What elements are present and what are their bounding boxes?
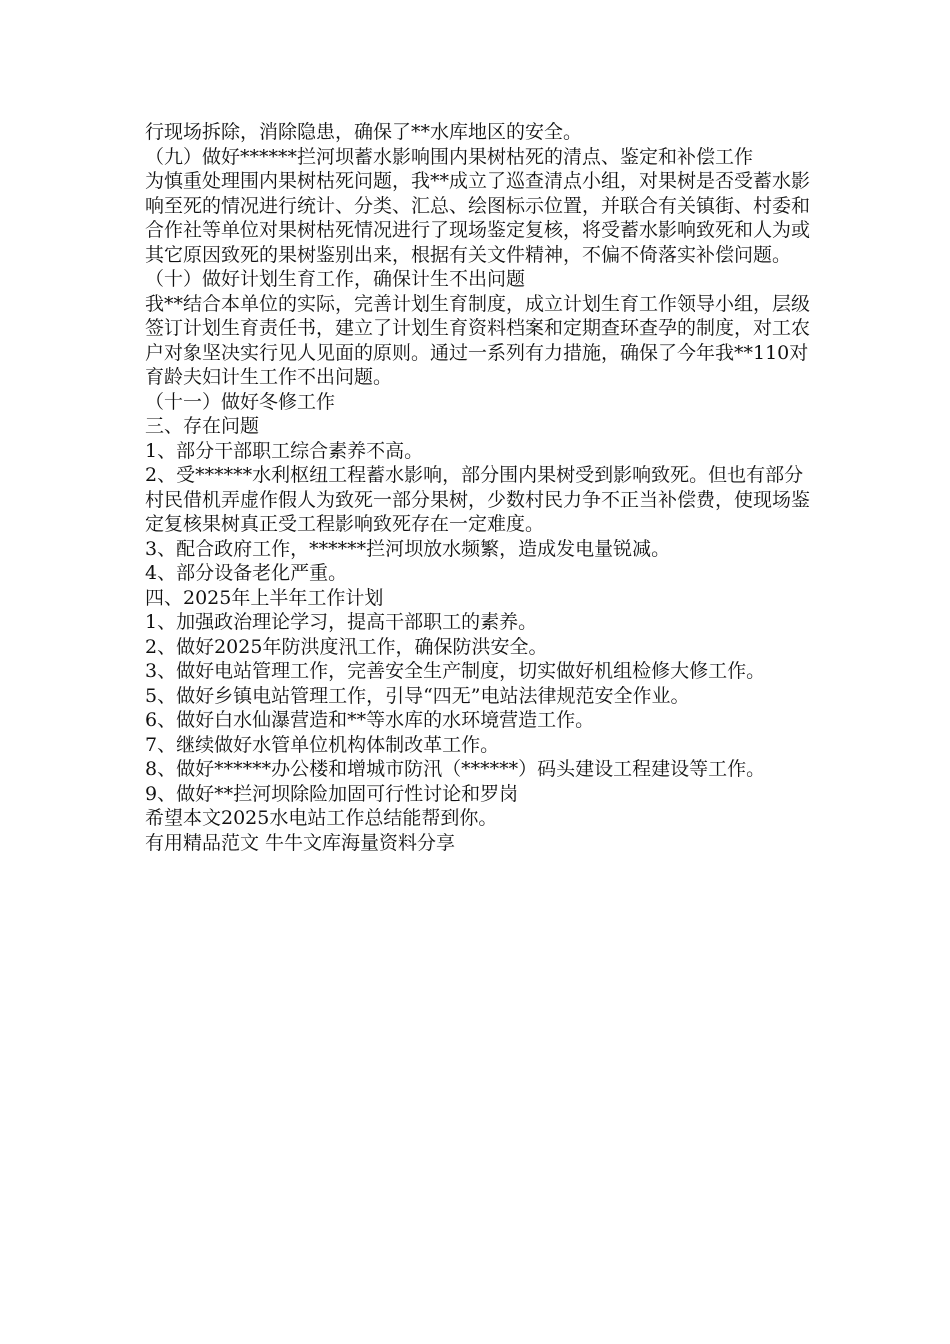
closing-note: 希望本文2025水电站工作总结能帮到你。 xyxy=(145,807,498,829)
list-item: 2、做好2025年防洪度汛工作，确保防洪安全。 xyxy=(145,635,548,658)
section-heading-9: （九）做好******拦河坝蓄水影响围内果树枯死的清点、鉴定和补偿工作 xyxy=(145,145,754,168)
document-body xyxy=(145,120,810,855)
list-item: 4、部分设备老化严重。 xyxy=(145,562,348,584)
list-item: 7、继续做好水管单位机构体制改革工作。 xyxy=(145,733,500,756)
list-item: 2、受******水利枢纽工程蓄水影响，部分围内果树受到影响致死。但也有部分村民借机弄虚作假人为致死一部分果树，少数村民力争不正当补偿费，使现场鉴定复核果树真正受工程影响致死存在一定难度。 xyxy=(145,464,811,535)
list-item: 6、做好白水仙瀑营造和**等水库的水环境营造工作。 xyxy=(145,709,595,731)
list-item: 3、配合政府工作，******拦河坝放水频繁，造成发电量锐减。 xyxy=(145,537,671,560)
list-item: 8、做好******办公楼和增城市防汛（******）码头建设工程建设等工作。 xyxy=(145,758,766,780)
section-heading-11: （十一）做好冬修工作 xyxy=(145,390,336,413)
list-item: 1、加强政治理论学习，提高干部职工的素养。 xyxy=(145,611,538,633)
paragraph-1: 行现场拆除，消除隐患，确保了**水库地区的安全。 xyxy=(145,121,583,143)
paragraph-5: 我**结合本单位的实际，完善计划生育制度，成立计划生育工作领导小组，层级签订计划生育责任书，建立了计划生育资料档案和定期查环查孕的制度，对工农户对象坚决实行见人见面的原则。通过一系列有力措施，确保了今年我**110对育龄夫妇计生工作不出问题。 xyxy=(145,292,811,388)
chapter-heading-problems: 三、存在问题 xyxy=(145,415,260,437)
list-item: 5、做好乡镇电站管理工作，引导“四无”电站法律规范安全作业。 xyxy=(145,684,690,707)
paragraph-3: 为慎重处理围内果树枯死问题，我**成立了巡查清点小组，对果树是否受蓄水影响至死的情况进行统计、分类、汇总、绘图标示位置，并联合有关镇街、村委和合作社等单位对果树枯死情况进行了现场鉴定复核，将受蓄水影响致死和人为或其它原因致死的果树鉴别出来，根据有关文件精神，不偏不倚落实补偿问题。 xyxy=(145,170,811,266)
list-item: 3、做好电站管理工作，完善安全生产制度，切实做好机组检修大修工作。 xyxy=(145,660,766,682)
list-item: 1、部分干部职工综合素养不高。 xyxy=(145,439,424,462)
footer-note: 有用精品范文 牛牛文库海量资料分享 xyxy=(145,831,456,854)
chapter-heading-plan: 四、2025年上半年工作计划 xyxy=(145,586,384,609)
section-heading-10: （十）做好计划生育工作，确保计生不出问题 xyxy=(145,268,526,290)
list-item: 9、做好**拦河坝除险加固可行性讨论和罗岗 xyxy=(145,782,519,805)
